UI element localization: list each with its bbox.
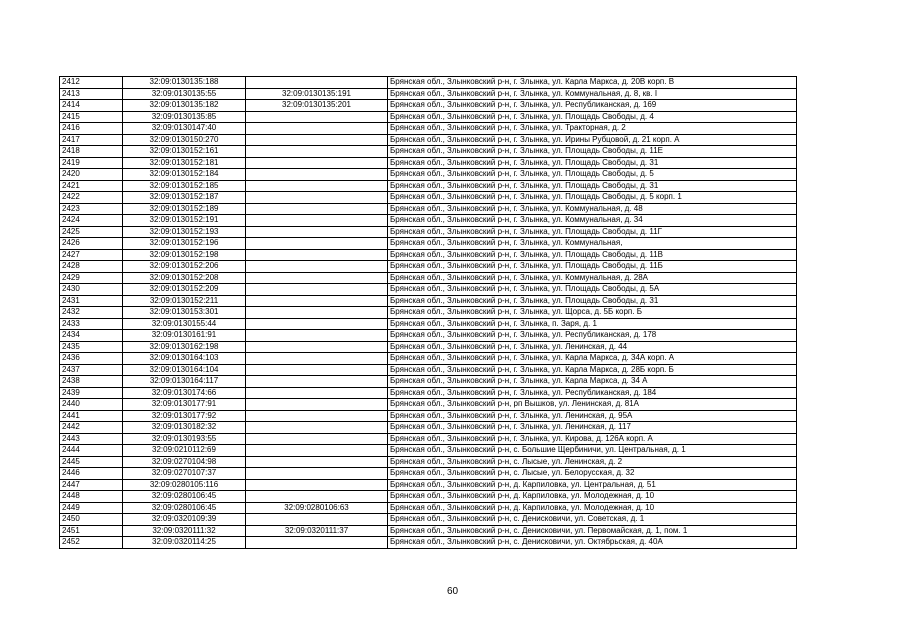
row-number-cell: 2439 bbox=[60, 387, 123, 399]
cadastral-number-cell: 32:09:0130174:66 bbox=[123, 387, 246, 399]
row-number-cell: 2416 bbox=[60, 123, 123, 135]
related-cadastral-number-cell bbox=[246, 468, 388, 480]
cadastral-number-cell: 32:09:0130152:184 bbox=[123, 169, 246, 181]
table-row bbox=[60, 272, 797, 284]
table-row bbox=[60, 249, 797, 261]
address-cell: Брянская обл., Злынковский р-н, г. Злынка, ул. Площадь Свободы, д. 5 bbox=[388, 169, 797, 181]
related-cadastral-number-cell bbox=[246, 341, 388, 353]
related-cadastral-number-cell: 32:09:0280106:63 bbox=[246, 502, 388, 514]
cadastral-number-cell: 32:09:0130135:182 bbox=[123, 100, 246, 112]
row-number-cell: 2429 bbox=[60, 272, 123, 284]
address-cell: Брянская обл., Злынковский р-н, д. Карпиловка, ул. Центральная, д. 51 bbox=[388, 479, 797, 491]
related-cadastral-number-cell bbox=[246, 157, 388, 169]
registry-table bbox=[59, 76, 797, 549]
address-cell: Брянская обл., Злынковский р-н, г. Злынка, ул. Тракторная, д. 2 bbox=[388, 123, 797, 135]
cadastral-number-cell: 32:09:0320111:32 bbox=[123, 525, 246, 537]
address-cell: Брянская обл., Злынковский р-н, г. Злынка, ул. Карла Маркса, д. 28Б корп. Б bbox=[388, 364, 797, 376]
address-cell: Брянская обл., Злынковский р-н, г. Злынка, ул. Карла Маркса, д. 34 А bbox=[388, 376, 797, 388]
address-cell: Брянская обл., Злынковский р-н, с. Денисковичи, ул. Первомайская, д. 1, пом. 1 bbox=[388, 525, 797, 537]
address-cell: Брянская обл., Злынковский р-н, г. Злынка, ул. Ирины Рубцовой, д. 21 корп. А bbox=[388, 134, 797, 146]
address-cell: Брянская обл., Злынковский р-н, г. Злынка, ул. Площадь Свободы, д. 31 bbox=[388, 180, 797, 192]
row-number-cell: 2450 bbox=[60, 514, 123, 526]
related-cadastral-number-cell: 32:09:0320111:37 bbox=[246, 525, 388, 537]
row-number-cell: 2451 bbox=[60, 525, 123, 537]
cadastral-number-cell: 32:09:0130162:198 bbox=[123, 341, 246, 353]
cadastral-number-cell: 32:09:0130135:55 bbox=[123, 88, 246, 100]
address-cell: Брянская обл., Злынковский р-н, с. Лысые, ул. Ленинская, д. 2 bbox=[388, 456, 797, 468]
cadastral-number-cell: 32:09:0130152:161 bbox=[123, 146, 246, 158]
address-cell: Брянская обл., Злынковский р-н, с. Большие Щербиничи, ул. Центральная, д. 1 bbox=[388, 445, 797, 457]
row-number-cell: 2452 bbox=[60, 537, 123, 549]
related-cadastral-number-cell bbox=[246, 111, 388, 123]
table-row bbox=[60, 410, 797, 422]
related-cadastral-number-cell bbox=[246, 410, 388, 422]
table-row bbox=[60, 192, 797, 204]
address-cell: Брянская обл., Злынковский р-н, г. Злынка, ул. Коммунальная, bbox=[388, 238, 797, 250]
row-number-cell: 2434 bbox=[60, 330, 123, 342]
row-number-cell: 2412 bbox=[60, 77, 123, 89]
related-cadastral-number-cell bbox=[246, 203, 388, 215]
cadastral-number-cell: 32:09:0270107:37 bbox=[123, 468, 246, 480]
address-cell: Брянская обл., Злынковский р-н, г. Злынка, ул. Площадь Свободы, д. 31 bbox=[388, 157, 797, 169]
address-cell: Брянская обл., Злынковский р-н, г. Злынка, ул. Республиканская, д. 184 bbox=[388, 387, 797, 399]
related-cadastral-number-cell bbox=[246, 77, 388, 89]
table-row bbox=[60, 537, 797, 549]
row-number-cell: 2441 bbox=[60, 410, 123, 422]
row-number-cell: 2423 bbox=[60, 203, 123, 215]
row-number-cell: 2414 bbox=[60, 100, 123, 112]
address-cell: Брянская обл., Злынковский р-н, г. Злынка, ул. Коммунальная, д. 48 bbox=[388, 203, 797, 215]
table-row bbox=[60, 525, 797, 537]
row-number-cell: 2419 bbox=[60, 157, 123, 169]
related-cadastral-number-cell bbox=[246, 272, 388, 284]
related-cadastral-number-cell bbox=[246, 307, 388, 319]
cadastral-number-cell: 32:09:0130152:187 bbox=[123, 192, 246, 204]
related-cadastral-number-cell bbox=[246, 491, 388, 503]
row-number-cell: 2446 bbox=[60, 468, 123, 480]
cadastral-number-cell: 32:09:0130152:198 bbox=[123, 249, 246, 261]
row-number-cell: 2428 bbox=[60, 261, 123, 273]
row-number-cell: 2424 bbox=[60, 215, 123, 227]
row-number-cell: 2437 bbox=[60, 364, 123, 376]
table-row bbox=[60, 376, 797, 388]
table-row bbox=[60, 479, 797, 491]
row-number-cell: 2421 bbox=[60, 180, 123, 192]
table-row bbox=[60, 157, 797, 169]
cadastral-number-cell: 32:09:0130152:209 bbox=[123, 284, 246, 296]
cadastral-number-cell: 32:09:0130164:103 bbox=[123, 353, 246, 365]
address-cell: Брянская обл., Злынковский р-н, г. Злынка, ул. Площадь Свободы, д. 5А bbox=[388, 284, 797, 296]
cadastral-number-cell: 32:09:0270104:98 bbox=[123, 456, 246, 468]
table-row bbox=[60, 387, 797, 399]
address-cell: Брянская обл., Злынковский р-н, г. Злынка, ул. Коммунальная, д. 8, кв. I bbox=[388, 88, 797, 100]
table-row bbox=[60, 318, 797, 330]
cadastral-number-cell: 32:09:0130182:32 bbox=[123, 422, 246, 434]
row-number-cell: 2433 bbox=[60, 318, 123, 330]
cadastral-number-cell: 32:09:0130177:92 bbox=[123, 410, 246, 422]
table-row bbox=[60, 364, 797, 376]
address-cell: Брянская обл., Злынковский р-н, с. Денисковичи, ул. Советская, д. 1 bbox=[388, 514, 797, 526]
row-number-cell: 2444 bbox=[60, 445, 123, 457]
address-cell: Брянская обл., Злынковский р-н, рп Вышков, ул. Ленинская, д. 81А bbox=[388, 399, 797, 411]
cadastral-number-cell: 32:09:0130152:196 bbox=[123, 238, 246, 250]
related-cadastral-number-cell bbox=[246, 537, 388, 549]
address-cell: Брянская обл., Злынковский р-н, г. Злынка, ул. Площадь Свободы, д. 11Г bbox=[388, 226, 797, 238]
row-number-cell: 2438 bbox=[60, 376, 123, 388]
table-row bbox=[60, 180, 797, 192]
table-row bbox=[60, 514, 797, 526]
row-number-cell: 2445 bbox=[60, 456, 123, 468]
table-row bbox=[60, 295, 797, 307]
address-cell: Брянская обл., Злынковский р-н, г. Злынка, ул. Карла Маркса, д. 20В корп. В bbox=[388, 77, 797, 89]
registry-table-body bbox=[60, 77, 797, 549]
table-row bbox=[60, 134, 797, 146]
table-row bbox=[60, 491, 797, 503]
row-number-cell: 2443 bbox=[60, 433, 123, 445]
address-cell: Брянская обл., Злынковский р-н, г. Злынка, ул. Ленинская, д. 44 bbox=[388, 341, 797, 353]
related-cadastral-number-cell bbox=[246, 226, 388, 238]
address-cell: Брянская обл., Злынковский р-н, г. Злынка, ул. Республиканская, д. 178 bbox=[388, 330, 797, 342]
related-cadastral-number-cell: 32:09:0130135:191 bbox=[246, 88, 388, 100]
table-row bbox=[60, 100, 797, 112]
table-row bbox=[60, 77, 797, 89]
table-row bbox=[60, 88, 797, 100]
cadastral-number-cell: 32:09:0130193:55 bbox=[123, 433, 246, 445]
cadastral-number-cell: 32:09:0130177:91 bbox=[123, 399, 246, 411]
address-cell: Брянская обл., Злынковский р-н, г. Злынка, ул. Республиканская, д. 169 bbox=[388, 100, 797, 112]
address-cell: Брянская обл., Злынковский р-н, г. Злынка, ул. Площадь Свободы, д. 31 bbox=[388, 295, 797, 307]
address-cell: Брянская обл., Злынковский р-н, г. Злынка, ул. Ленинская, д. 117 bbox=[388, 422, 797, 434]
related-cadastral-number-cell bbox=[246, 261, 388, 273]
table-row bbox=[60, 169, 797, 181]
row-number-cell: 2420 bbox=[60, 169, 123, 181]
cadastral-number-cell: 32:09:0280106:45 bbox=[123, 502, 246, 514]
cadastral-number-cell: 32:09:0130135:85 bbox=[123, 111, 246, 123]
page-number: 60 bbox=[446, 586, 459, 597]
address-cell: Брянская обл., Злынковский р-н, г. Злынка, ул. Площадь Свободы, д. 4 bbox=[388, 111, 797, 123]
table-row bbox=[60, 353, 797, 365]
row-number-cell: 2426 bbox=[60, 238, 123, 250]
table-row bbox=[60, 261, 797, 273]
cadastral-number-cell: 32:09:0130135:188 bbox=[123, 77, 246, 89]
table-row bbox=[60, 341, 797, 353]
row-number-cell: 2413 bbox=[60, 88, 123, 100]
address-cell: Брянская обл., Злынковский р-н, с. Денисковичи, ул. Октябрьская, д. 40А bbox=[388, 537, 797, 549]
cadastral-number-cell: 32:09:0130152:206 bbox=[123, 261, 246, 273]
cadastral-number-cell: 32:09:0130155:44 bbox=[123, 318, 246, 330]
related-cadastral-number-cell bbox=[246, 238, 388, 250]
cadastral-number-cell: 32:09:0130147:40 bbox=[123, 123, 246, 135]
related-cadastral-number-cell bbox=[246, 169, 388, 181]
address-cell: Брянская обл., Злынковский р-н, г. Злынка, п. Заря, д. 1 bbox=[388, 318, 797, 330]
related-cadastral-number-cell bbox=[246, 295, 388, 307]
row-number-cell: 2417 bbox=[60, 134, 123, 146]
cadastral-number-cell: 32:09:0130161:91 bbox=[123, 330, 246, 342]
table-row bbox=[60, 445, 797, 457]
address-cell: Брянская обл., Злынковский р-н, с. Лысые, ул. Белорусская, д. 32 bbox=[388, 468, 797, 480]
cadastral-number-cell: 32:09:0130152:185 bbox=[123, 180, 246, 192]
related-cadastral-number-cell bbox=[246, 353, 388, 365]
related-cadastral-number-cell bbox=[246, 433, 388, 445]
related-cadastral-number-cell bbox=[246, 134, 388, 146]
related-cadastral-number-cell bbox=[246, 192, 388, 204]
row-number-cell: 2440 bbox=[60, 399, 123, 411]
related-cadastral-number-cell bbox=[246, 330, 388, 342]
row-number-cell: 2427 bbox=[60, 249, 123, 261]
cadastral-number-cell: 32:09:0130153:301 bbox=[123, 307, 246, 319]
row-number-cell: 2418 bbox=[60, 146, 123, 158]
related-cadastral-number-cell bbox=[246, 146, 388, 158]
related-cadastral-number-cell bbox=[246, 318, 388, 330]
cadastral-number-cell: 32:09:0130150:270 bbox=[123, 134, 246, 146]
related-cadastral-number-cell bbox=[246, 249, 388, 261]
related-cadastral-number-cell bbox=[246, 422, 388, 434]
cadastral-number-cell: 32:09:0130152:191 bbox=[123, 215, 246, 227]
table-row bbox=[60, 468, 797, 480]
table-row bbox=[60, 307, 797, 319]
address-cell: Брянская обл., Злынковский р-н, г. Злынка, ул. Площадь Свободы, д. 11Б bbox=[388, 261, 797, 273]
cadastral-number-cell: 32:09:0130164:117 bbox=[123, 376, 246, 388]
table-row bbox=[60, 226, 797, 238]
address-cell: Брянская обл., Злынковский р-н, г. Злынка, ул. Площадь Свободы, д. 11В bbox=[388, 249, 797, 261]
address-cell: Брянская обл., Злынковский р-н, г. Злынка, ул. Коммунальная, д. 28А bbox=[388, 272, 797, 284]
cadastral-number-cell: 32:09:0320114:25 bbox=[123, 537, 246, 549]
address-cell: Брянская обл., Злынковский р-н, г. Злынка, ул. Щорса, д. 5Б корп. Б bbox=[388, 307, 797, 319]
row-number-cell: 2432 bbox=[60, 307, 123, 319]
table-row bbox=[60, 502, 797, 514]
row-number-cell: 2415 bbox=[60, 111, 123, 123]
table-row bbox=[60, 330, 797, 342]
cadastral-number-cell: 32:09:0320109:39 bbox=[123, 514, 246, 526]
table-row bbox=[60, 284, 797, 296]
related-cadastral-number-cell bbox=[246, 399, 388, 411]
row-number-cell: 2448 bbox=[60, 491, 123, 503]
row-number-cell: 2431 bbox=[60, 295, 123, 307]
table-row bbox=[60, 433, 797, 445]
related-cadastral-number-cell bbox=[246, 284, 388, 296]
cadastral-number-cell: 32:09:0130152:211 bbox=[123, 295, 246, 307]
table-row bbox=[60, 399, 797, 411]
row-number-cell: 2430 bbox=[60, 284, 123, 296]
address-cell: Брянская обл., Злынковский р-н, г. Злынка, ул. Коммунальная, д. 34 bbox=[388, 215, 797, 227]
related-cadastral-number-cell: 32:09:0130135:201 bbox=[246, 100, 388, 112]
table-row bbox=[60, 203, 797, 215]
table-row bbox=[60, 422, 797, 434]
table-row bbox=[60, 146, 797, 158]
address-cell: Брянская обл., Злынковский р-н, д. Карпиловка, ул. Молодежная, д. 10 bbox=[388, 502, 797, 514]
table-row bbox=[60, 456, 797, 468]
table-row bbox=[60, 215, 797, 227]
row-number-cell: 2449 bbox=[60, 502, 123, 514]
related-cadastral-number-cell bbox=[246, 479, 388, 491]
row-number-cell: 2436 bbox=[60, 353, 123, 365]
cadastral-number-cell: 32:09:0130152:193 bbox=[123, 226, 246, 238]
row-number-cell: 2435 bbox=[60, 341, 123, 353]
related-cadastral-number-cell bbox=[246, 387, 388, 399]
related-cadastral-number-cell bbox=[246, 364, 388, 376]
table-row bbox=[60, 111, 797, 123]
address-cell: Брянская обл., Злынковский р-н, г. Злынка, ул. Площадь Свободы, д. 11Е bbox=[388, 146, 797, 158]
related-cadastral-number-cell bbox=[246, 445, 388, 457]
cadastral-number-cell: 32:09:0280105:116 bbox=[123, 479, 246, 491]
cadastral-number-cell: 32:09:0130164:104 bbox=[123, 364, 246, 376]
row-number-cell: 2425 bbox=[60, 226, 123, 238]
address-cell: Брянская обл., Злынковский р-н, г. Злынка, ул. Площадь Свободы, д. 5 корп. 1 bbox=[388, 192, 797, 204]
related-cadastral-number-cell bbox=[246, 514, 388, 526]
address-cell: Брянская обл., Злынковский р-н, г. Злынка, ул. Кирова, д. 126А корп. А bbox=[388, 433, 797, 445]
cadastral-number-cell: 32:09:0210112:69 bbox=[123, 445, 246, 457]
related-cadastral-number-cell bbox=[246, 376, 388, 388]
related-cadastral-number-cell bbox=[246, 123, 388, 135]
table-row bbox=[60, 123, 797, 135]
related-cadastral-number-cell bbox=[246, 215, 388, 227]
row-number-cell: 2447 bbox=[60, 479, 123, 491]
address-cell: Брянская обл., Злынковский р-н, г. Злынка, ул. Ленинская, д. 95А bbox=[388, 410, 797, 422]
cadastral-number-cell: 32:09:0130152:208 bbox=[123, 272, 246, 284]
address-cell: Брянская обл., Злынковский р-н, г. Злынка, ул. Карла Маркса, д. 34А корп. А bbox=[388, 353, 797, 365]
related-cadastral-number-cell bbox=[246, 456, 388, 468]
related-cadastral-number-cell bbox=[246, 180, 388, 192]
row-number-cell: 2442 bbox=[60, 422, 123, 434]
cadastral-number-cell: 32:09:0280106:45 bbox=[123, 491, 246, 503]
cadastral-number-cell: 32:09:0130152:189 bbox=[123, 203, 246, 215]
cadastral-number-cell: 32:09:0130152:181 bbox=[123, 157, 246, 169]
address-cell: Брянская обл., Злынковский р-н, д. Карпиловка, ул. Молодежная, д. 10 bbox=[388, 491, 797, 503]
table-row bbox=[60, 238, 797, 250]
row-number-cell: 2422 bbox=[60, 192, 123, 204]
